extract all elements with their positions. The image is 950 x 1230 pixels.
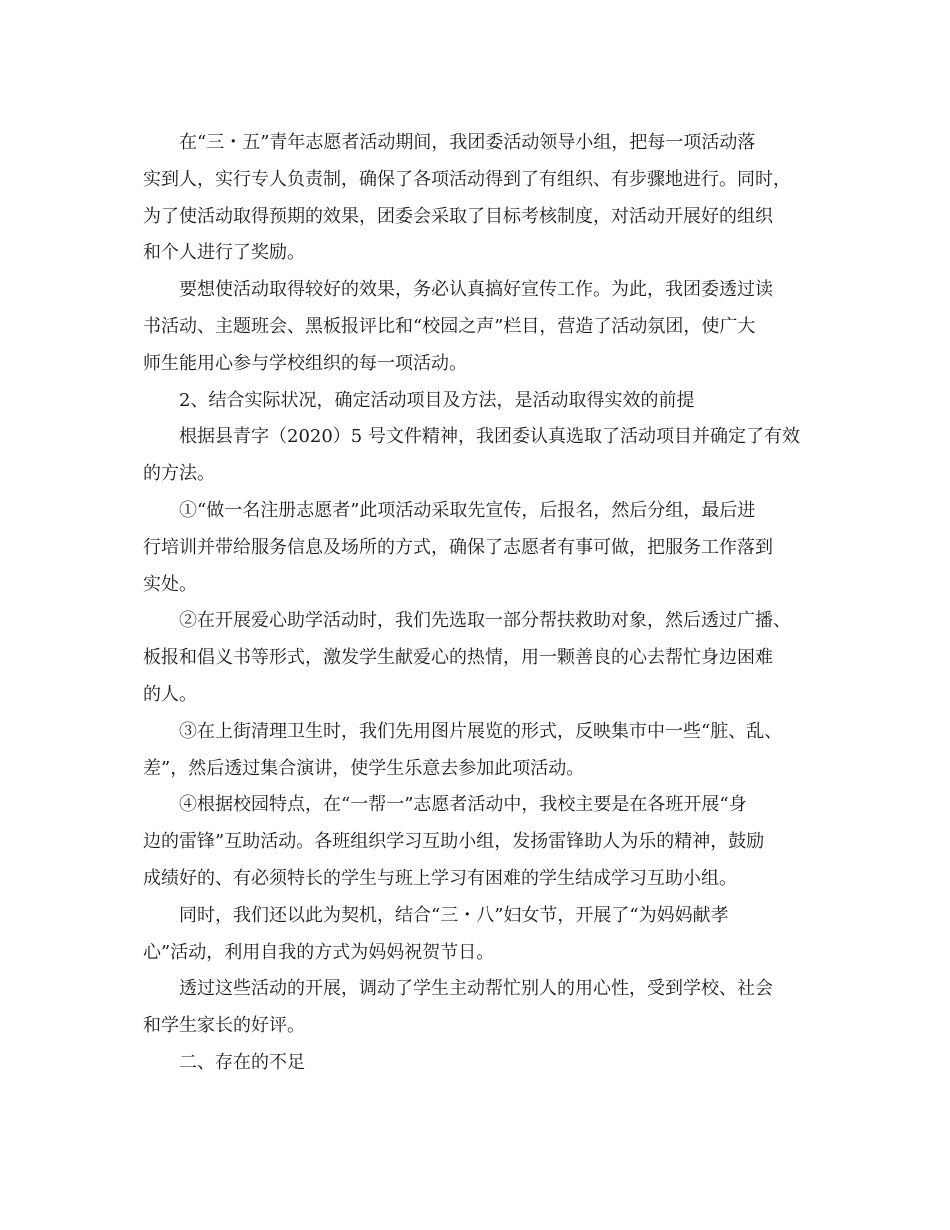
paragraph-aid-activity: ②在开展爱心助学活动时，我们先选取一部分帮扶救助对象，然后透过广播、 板报和倡义书等形式，激发学生献爱心的热情，用一颗善良的心去帮忙身边困难 的人。 — [143, 610, 791, 705]
section-heading-shortcomings: 二、存在的不足 — [179, 1051, 305, 1073]
paragraph-mutual-help: ④根据校园特点，在“一帮一”志愿者活动中，我校主要是在各班开展“身 边的雷锋”互助活动。各班组织学习互助小组，发扬雷锋助人为乐的精神，鼓励 成绩好的、有必须特长的学生与班上学习有困难的学生结成学习互助小组。 — [143, 794, 765, 889]
paragraph-document-basis: 根据县青字（2020）5 号文件精神，我团委认真选取了活动项目并确定了有效 的方法。 — [143, 426, 800, 485]
section-heading-activity-projects: 2、结合实际状况，确定活动项目及方法，是活动取得实效的前提 — [179, 389, 695, 411]
paragraph-publicity: 要想使活动取得较好的效果，务必认真搞好宣传工作。为此，我团委透过读 书活动、主题班会、黑板报评比和“校园之声”栏目，营造了活动氛团，使广大 师生能用心参与学校组织的每一项活动。 — [143, 279, 773, 374]
document-body — [143, 125, 808, 1082]
paragraph-street-cleaning: ③在上街清理卫生时，我们先用图片展览的形式，反映集市中一些“脏、乱、 差”，然后透过集合演讲，使学生乐意去参加此项活动。 — [143, 720, 783, 779]
paragraph-results: 透过这些活动的开展，调动了学生主动帮忙别人的用心性，受到学校、社会 和学生家长的好评。 — [143, 978, 773, 1037]
paragraph-organization: 在“三・五”青年志愿者活动期间，我团委活动领导小组，把每一项活动落 实到人，实行专人负责制，确保了各项活动得到了有组织、有步骤地进行。同时， 为了使活动取得预期的效果，团委会采取了目标考核制度，对活动开展好的组织 和个人进行了奖励。 — [143, 132, 791, 264]
paragraph-volunteer-registration: ①“做一名注册志愿者”此项活动采取先宣传，后报名，然后分组，最后进 行培训并带给服务信息及场所的方式，确保了志愿者有事可做，把服务工作落到 实处。 — [143, 499, 773, 595]
paragraph-womens-day: 同时，我们还以此为契机，结合“三・八”妇女节，开展了“为妈妈献孝 心”活动，利用自我的方式为妈妈祝贺节日。 — [143, 904, 729, 963]
